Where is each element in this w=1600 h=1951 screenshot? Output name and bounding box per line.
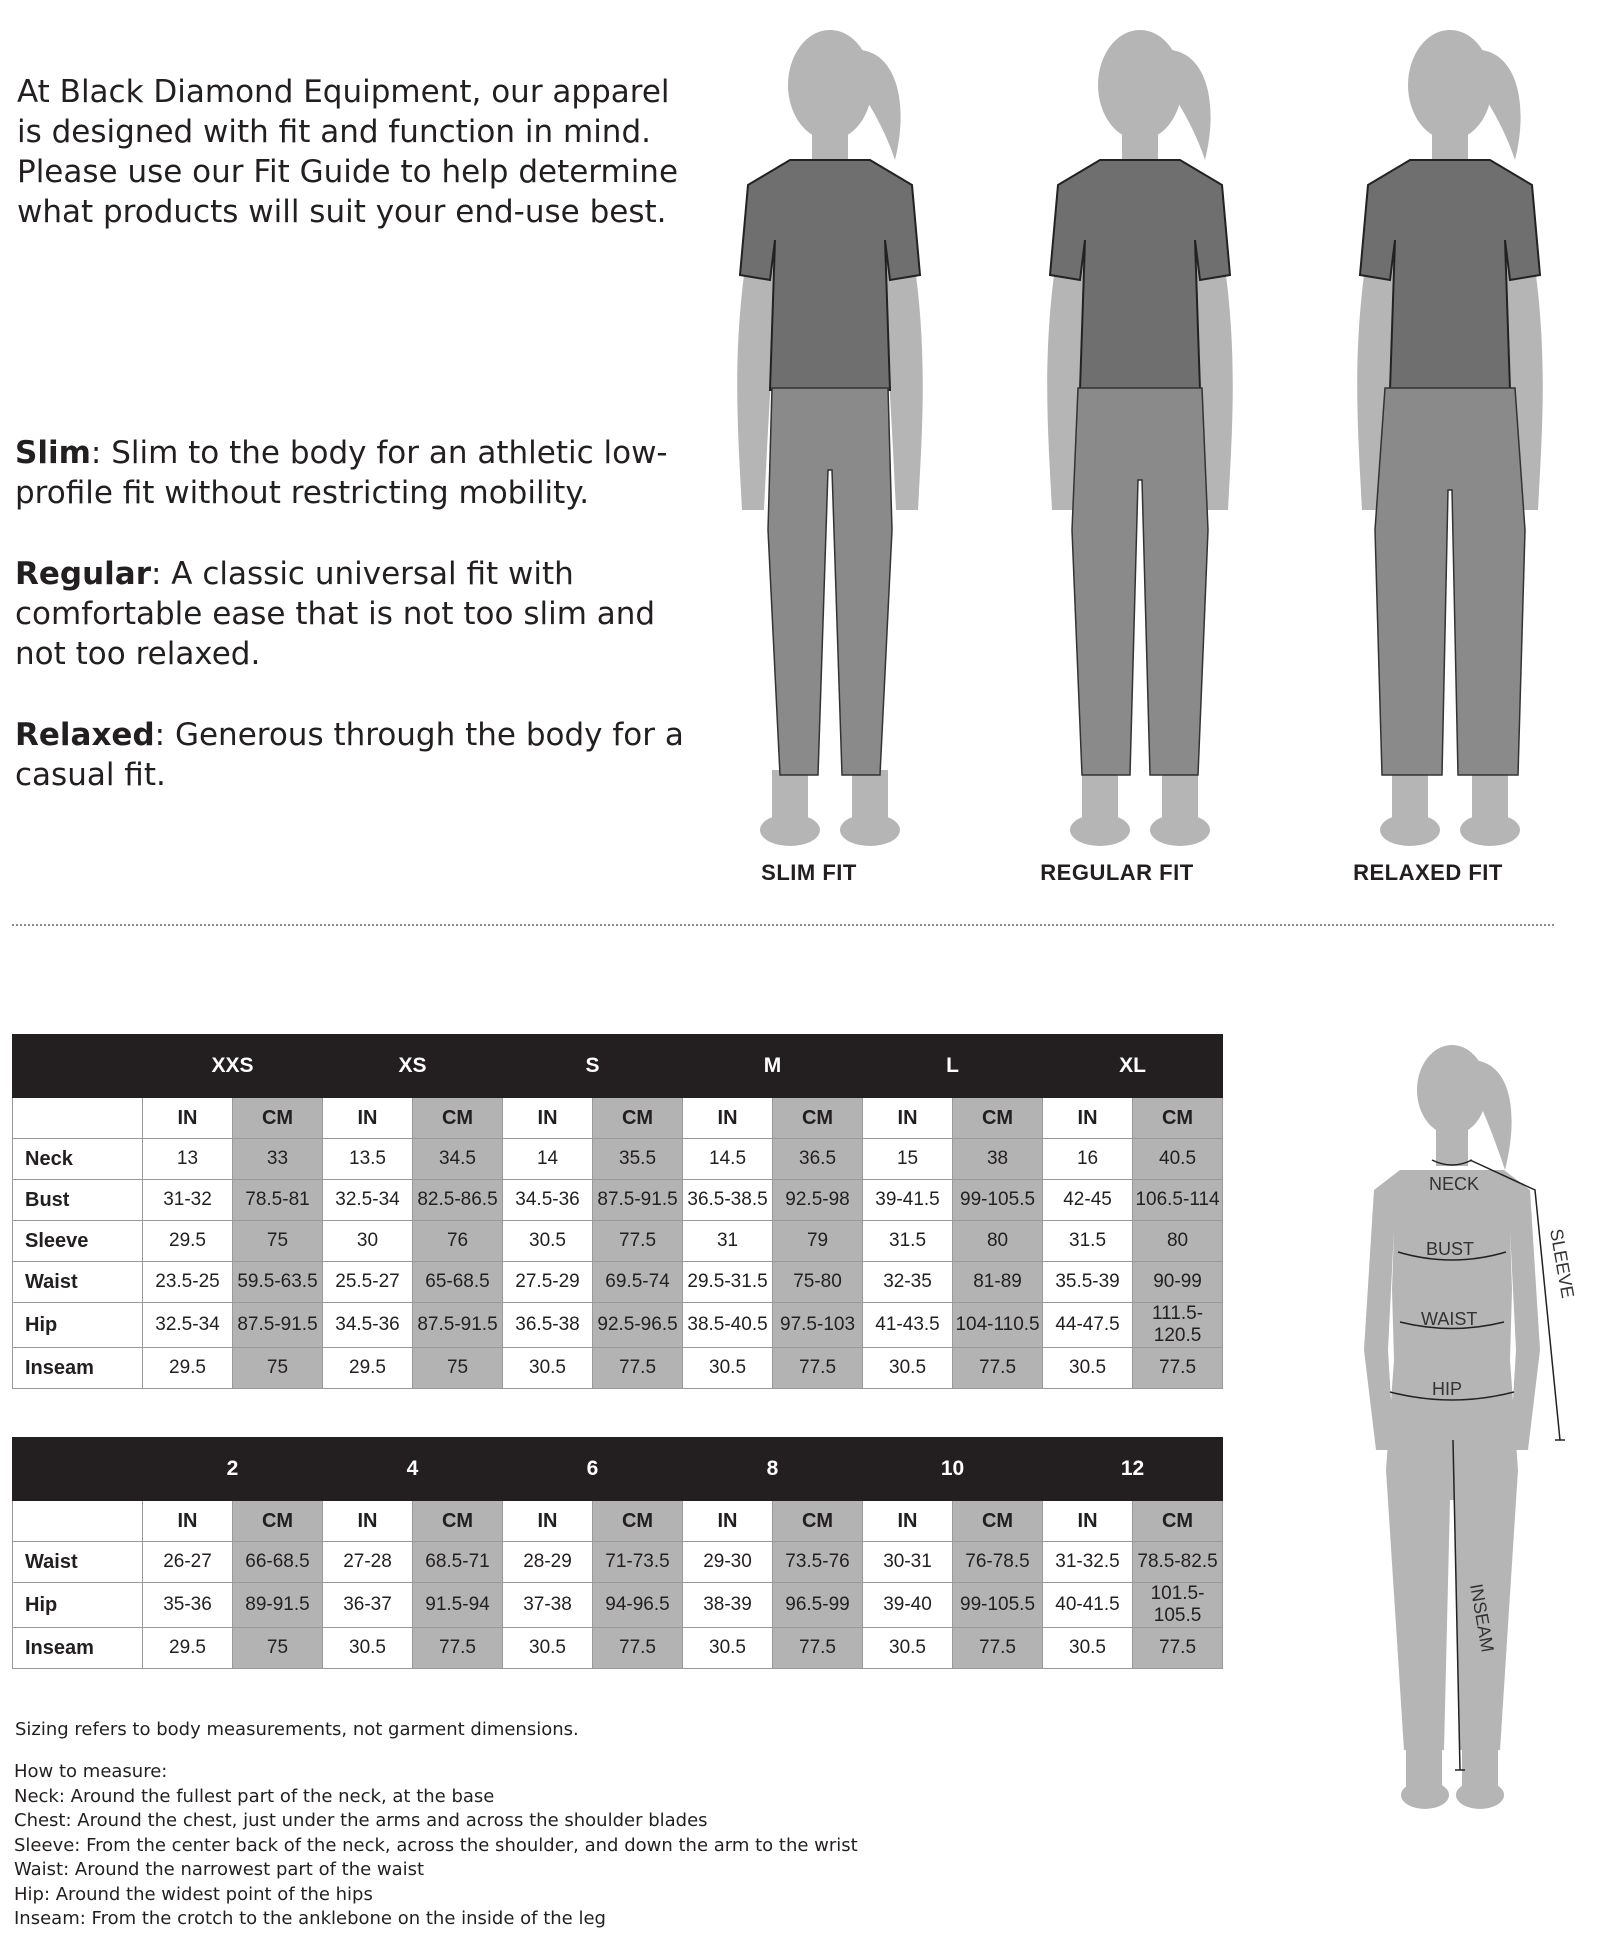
unit-row-blank [13,1501,143,1542]
cell-in: 30.5 [863,1348,953,1389]
size-table-numeric [12,1437,1223,1669]
size-header: M [683,1035,863,1098]
cell-in: 34.5-36 [503,1180,593,1221]
cell-in: 40-41.5 [1043,1583,1133,1628]
figure-label-relaxed: RELAXED FIT [1353,860,1503,885]
unit-header-cm: CM [593,1501,683,1542]
cell-cm: 90-99 [1133,1262,1223,1303]
fit-term: Relaxed [15,717,155,753]
cell-cm: 75 [233,1348,323,1389]
size-header: 10 [863,1438,1043,1501]
unit-header-cm: CM [773,1098,863,1139]
fit-term: Regular [15,556,151,592]
unit-header-cm: CM [773,1501,863,1542]
size-header: XXS [143,1035,323,1098]
fit-definition-relaxed [15,715,695,795]
cell-in: 30.5 [1043,1348,1133,1389]
table-row [13,1180,1223,1221]
row-label: Sleeve [13,1221,143,1262]
cell-cm: 92.5-98 [773,1180,863,1221]
unit-header-in: IN [143,1098,233,1139]
cell-cm: 77.5 [593,1221,683,1262]
cell-in: 29.5 [143,1348,233,1389]
unit-header-in: IN [863,1501,953,1542]
cell-cm: 87.5-91.5 [233,1303,323,1348]
unit-header-cm: CM [1133,1501,1223,1542]
cell-in: 30.5 [503,1221,593,1262]
unit-header-in: IN [323,1098,413,1139]
cell-cm: 79 [773,1221,863,1262]
cell-in: 16 [1043,1139,1133,1180]
unit-header-in: IN [863,1098,953,1139]
cell-cm: 91.5-94 [413,1583,503,1628]
row-label: Waist [13,1542,143,1583]
cell-in: 42-45 [1043,1180,1133,1221]
cell-in: 29.5 [323,1348,413,1389]
size-header-row [13,1438,1223,1501]
cell-in: 36.5-38.5 [683,1180,773,1221]
fit-figures-illustration [700,10,1600,850]
size-header: XL [1043,1035,1223,1098]
cell-in: 31-32 [143,1180,233,1221]
cell-cm: 34.5 [413,1139,503,1180]
cell-cm: 35.5 [593,1139,683,1180]
cell-cm: 106.5-114 [1133,1180,1223,1221]
cell-cm: 40.5 [1133,1139,1223,1180]
cell-in: 35.5-39 [1043,1262,1133,1303]
cell-in: 31.5 [1043,1221,1133,1262]
cell-cm: 111.5-120.5 [1133,1303,1223,1348]
figure-label-slim: SLIM FIT [761,860,857,885]
header-corner [13,1035,143,1098]
cell-in: 38.5-40.5 [683,1303,773,1348]
sleeve-label: SLEEVE [1546,1227,1578,1300]
cell-in: 30.5 [1043,1628,1133,1669]
inseam-label: INSEAM [1466,1582,1498,1654]
cell-in: 25.5-27 [323,1262,413,1303]
row-label: Inseam [13,1348,143,1389]
unit-header-in: IN [683,1501,773,1542]
unit-header-in: IN [683,1098,773,1139]
cell-cm: 77.5 [593,1348,683,1389]
cell-in: 32.5-34 [323,1180,413,1221]
fit-term: Slim [15,435,91,471]
cell-cm: 77.5 [1133,1628,1223,1669]
unit-header-in: IN [323,1501,413,1542]
cell-in: 30.5 [683,1628,773,1669]
how-to-title: How to measure: [14,1761,168,1782]
cell-in: 41-43.5 [863,1303,953,1348]
cell-in: 36.5-38 [503,1303,593,1348]
unit-header-in: IN [503,1501,593,1542]
size-header: 8 [683,1438,863,1501]
cell-in: 36-37 [323,1583,413,1628]
cell-cm: 87.5-91.5 [413,1303,503,1348]
size-table-alpha [12,1034,1223,1389]
cell-cm: 78.5-82.5 [1133,1542,1223,1583]
cell-in: 27-28 [323,1542,413,1583]
size-header-row [13,1035,1223,1098]
row-label: Neck [13,1139,143,1180]
header-corner [13,1438,143,1501]
cell-cm: 94-96.5 [593,1583,683,1628]
fit-description: : Slim to the body for an athletic low-profile fit without restricting mobility. [15,435,668,511]
section-divider [12,924,1554,926]
cell-in: 30-31 [863,1542,953,1583]
cell-cm: 81-89 [953,1262,1043,1303]
cell-cm: 36.5 [773,1139,863,1180]
unit-header-cm: CM [233,1501,323,1542]
cell-cm: 77.5 [593,1628,683,1669]
cell-cm: 80 [953,1221,1043,1262]
unit-header-cm: CM [233,1098,323,1139]
row-label: Inseam [13,1628,143,1669]
cell-in: 38-39 [683,1583,773,1628]
cell-in: 31-32.5 [1043,1542,1133,1583]
cell-in: 31 [683,1221,773,1262]
size-header: S [503,1035,683,1098]
cell-in: 39-41.5 [863,1180,953,1221]
cell-in: 32.5-34 [143,1303,233,1348]
size-header: XS [323,1035,503,1098]
cell-cm: 104-110.5 [953,1303,1043,1348]
size-header: L [863,1035,1043,1098]
how-to-line: Inseam: From the crotch to the anklebone on the inside of the leg [14,1908,606,1929]
table-row [13,1139,1223,1180]
cell-in: 31.5 [863,1221,953,1262]
fit-definition-slim [15,433,695,513]
cell-in: 27.5-29 [503,1262,593,1303]
row-label: Bust [13,1180,143,1221]
cell-in: 30.5 [323,1628,413,1669]
cell-cm: 77.5 [773,1628,863,1669]
cell-in: 28-29 [503,1542,593,1583]
cell-cm: 89-91.5 [233,1583,323,1628]
sizing-note: Sizing refers to body measurements, not garment dimensions. [15,1719,579,1740]
fit-description: : A classic universal fit with comfortable ease that is not too slim and not too relaxed. [15,556,656,672]
cell-in: 29.5 [143,1221,233,1262]
cell-cm: 59.5-63.5 [233,1262,323,1303]
cell-cm: 75-80 [773,1262,863,1303]
cell-in: 34.5-36 [323,1303,413,1348]
cell-in: 44-47.5 [1043,1303,1133,1348]
cell-cm: 99-105.5 [953,1180,1043,1221]
table-row [13,1262,1223,1303]
unit-header-cm: CM [413,1501,503,1542]
size-header: 4 [323,1438,503,1501]
cell-cm: 38 [953,1139,1043,1180]
cell-cm: 75 [233,1221,323,1262]
unit-header-cm: CM [593,1098,683,1139]
cell-in: 23.5-25 [143,1262,233,1303]
cell-in: 14.5 [683,1139,773,1180]
cell-in: 39-40 [863,1583,953,1628]
neck-label: NECK [1429,1174,1480,1194]
how-to-line: Sleeve: From the center back of the neck, across the shoulder, and down the arm to the wrist [14,1834,858,1856]
cell-cm: 87.5-91.5 [593,1180,683,1221]
cell-cm: 99-105.5 [953,1583,1043,1628]
unit-row [13,1501,1223,1542]
unit-header-cm: CM [953,1098,1043,1139]
table-row [13,1348,1223,1389]
cell-in: 30.5 [503,1628,593,1669]
hip-label: HIP [1432,1379,1463,1399]
cell-cm: 96.5-99 [773,1583,863,1628]
cell-cm: 77.5 [773,1348,863,1389]
cell-cm: 101.5-105.5 [1133,1583,1223,1628]
unit-header-cm: CM [953,1501,1043,1542]
cell-cm: 76-78.5 [953,1542,1043,1583]
cell-cm: 77.5 [953,1628,1043,1669]
unit-header-cm: CM [1133,1098,1223,1139]
row-label: Waist [13,1262,143,1303]
size-header: 6 [503,1438,683,1501]
cell-cm: 80 [1133,1221,1223,1262]
cell-cm: 69.5-74 [593,1262,683,1303]
cell-cm: 76 [413,1221,503,1262]
bust-label: BUST [1426,1239,1475,1259]
cell-cm: 77.5 [413,1628,503,1669]
cell-cm: 78.5-81 [233,1180,323,1221]
unit-header-cm: CM [413,1098,503,1139]
cell-in: 15 [863,1139,953,1180]
size-header: 2 [143,1438,323,1501]
cell-in: 32-35 [863,1262,953,1303]
cell-in: 35-36 [143,1583,233,1628]
measurement-figure [1360,1030,1590,1840]
table-row [13,1583,1223,1628]
cell-in: 37-38 [503,1583,593,1628]
table-body [13,1098,1223,1389]
cell-in: 13.5 [323,1139,413,1180]
table-row [13,1303,1223,1348]
unit-header-in: IN [143,1501,233,1542]
size-header: 12 [1043,1438,1223,1501]
unit-header-in: IN [1043,1501,1133,1542]
row-label: Hip [13,1303,143,1348]
cell-cm: 77.5 [1133,1348,1223,1389]
unit-header-in: IN [503,1098,593,1139]
cell-cm: 33 [233,1139,323,1180]
cell-in: 13 [143,1139,233,1180]
cell-in: 14 [503,1139,593,1180]
unit-row-blank [13,1098,143,1139]
cell-cm: 75 [233,1628,323,1669]
cell-cm: 97.5-103 [773,1303,863,1348]
cell-cm: 82.5-86.5 [413,1180,503,1221]
how-to-line: Hip: Around the widest point of the hips [14,1883,373,1905]
cell-cm: 77.5 [953,1348,1043,1389]
table-body [13,1501,1223,1669]
cell-in: 29-30 [683,1542,773,1583]
table-row [13,1628,1223,1669]
how-to-line: Waist: Around the narrowest part of the waist [14,1859,425,1880]
intro-text: At Black Diamond Equipment, our apparel is designed with fit and function in mind. Please use our Fit Guide to help determine what products will suit your end-use best. [17,74,679,230]
cell-in: 26-27 [143,1542,233,1583]
figure-label-regular: REGULAR FIT [1040,860,1194,885]
unit-row [13,1098,1223,1139]
waist-label: WAIST [1421,1309,1478,1329]
cell-cm: 68.5-71 [413,1542,503,1583]
cell-cm: 75 [413,1348,503,1389]
cell-cm: 92.5-96.5 [593,1303,683,1348]
cell-in: 30.5 [863,1628,953,1669]
cell-cm: 73.5-76 [773,1542,863,1583]
cell-in: 30 [323,1221,413,1262]
unit-header-in: IN [1043,1098,1133,1139]
table-row [13,1221,1223,1262]
cell-in: 30.5 [683,1348,773,1389]
cell-in: 29.5-31.5 [683,1262,773,1303]
cell-cm: 71-73.5 [593,1542,683,1583]
how-to-line: Neck: Around the fullest part of the neck, at the base [14,1785,495,1807]
cell-cm: 65-68.5 [413,1262,503,1303]
how-to-measure [14,1760,858,1932]
fit-description: : Generous through the body for a casual fit. [15,717,684,793]
table-row [13,1542,1223,1583]
how-to-line: Chest: Around the chest, just under the arms and across the shoulder blades [14,1810,708,1831]
cell-in: 29.5 [143,1628,233,1669]
row-label: Hip [13,1583,143,1628]
cell-cm: 66-68.5 [233,1542,323,1583]
fit-definition-regular [15,554,695,674]
cell-in: 30.5 [503,1348,593,1389]
